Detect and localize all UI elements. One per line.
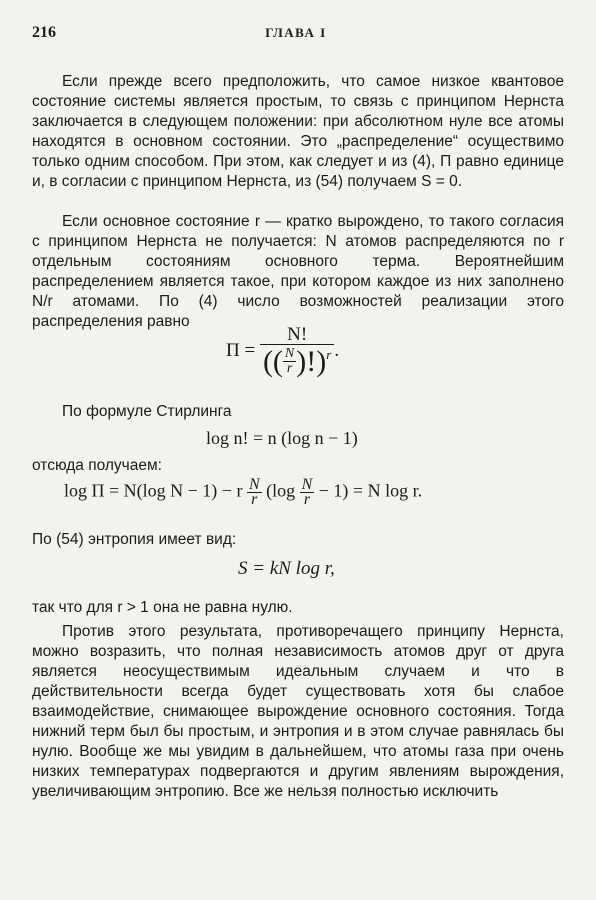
formula-pi-lhs: П = [226, 339, 256, 361]
formula-log-pi-frac1-den: r [247, 492, 262, 507]
formula-log-pi-frac2-den: r [300, 492, 315, 507]
formula-pi-denominator [260, 344, 334, 377]
formula-pi-numerator: N! [287, 324, 308, 345]
formula-log-pi-frac2-num: N [301, 476, 313, 493]
formula-log-pi-mid-open: (log [266, 480, 296, 501]
page-number: 216 [32, 24, 56, 41]
nonzero-text: так что для r > 1 она не равна нулю. [32, 599, 293, 616]
paragraph-ground-state-degenerate: Если основное состояние r — кратко вырождено, то такого согласия с принципом Нернста не получается: N атомов распределяются по r отдельным состояниям основного терма. Вероятнейшим распределением является такое, при котором каждое из них заполнено N/r атомами. По (4) число возможностей реализации этого распределения равно [32, 213, 564, 330]
formula-log-pi-frac2 [300, 478, 315, 507]
formula-entropy: S = kN log r, [238, 558, 335, 579]
formula-log-pi-mid-close: − 1) = N log r. [318, 480, 423, 501]
formula-pi-fraction [260, 326, 334, 377]
formula-number-of-possibilities [226, 326, 339, 377]
formula-stirling: log n! = n (log n − 1) [206, 428, 358, 448]
page-header [32, 24, 560, 46]
formula-pi-inner-fraction [283, 347, 296, 376]
formula-pi-paren-close: )!) [296, 344, 327, 378]
paragraph-objection: Против этого результата, противоречащего принципу Нернста, можно возразить, что полная независимость атомов друг от друга является неосуществимым идеальным случаем и что в действительности всегда будет существовать хотя бы слабое взаимодействие, снимающее вырождение основного состояния. Тогда нижний терм был бы простым, и энтропия и в этом случае равнялась бы нулю. Вообще же мы увидим в дальнейшем, что атомы газа при очень низких температурах подвергаются и другим явлениям вырождения, увеличивающим энтропию. Все же нельзя полностью исключить [32, 623, 564, 800]
formula-pi-exponent: r [326, 347, 332, 362]
formula-log-pi-frac1 [247, 478, 262, 507]
paragraph-ground-state-simple: Если прежде всего предположить, что самое низкое квантовое состояние системы является простым, то связь с принципом Нернста заключается в следующем положении: при абсолютном нуле все атомы находятся в основном состоянии. Это „распределение“ осуществимо только одним способом. При этом, как следует и из (4), П равно единице и, в согласии с принципом Нернста, из (54) получаем S = 0. [32, 73, 564, 190]
formula-log-pi [64, 478, 422, 507]
formula-log-pi-frac1-num: N [248, 476, 260, 493]
formula-pi-paren-open: (( [262, 344, 283, 378]
running-head: ГЛАВА I [265, 25, 327, 40]
stirling-intro: По формуле Стирлинга [62, 403, 232, 420]
formula-pi-end: . [334, 339, 340, 361]
formula-log-pi-lhs: log П = N(log N − 1) − r [64, 480, 243, 501]
formula-pi-inner-num: N [284, 346, 295, 362]
entropy-intro: По (54) энтропия имеет вид: [32, 531, 237, 548]
hence-text: отсюда получаем: [32, 457, 162, 474]
formula-pi-inner-den: r [283, 361, 296, 376]
